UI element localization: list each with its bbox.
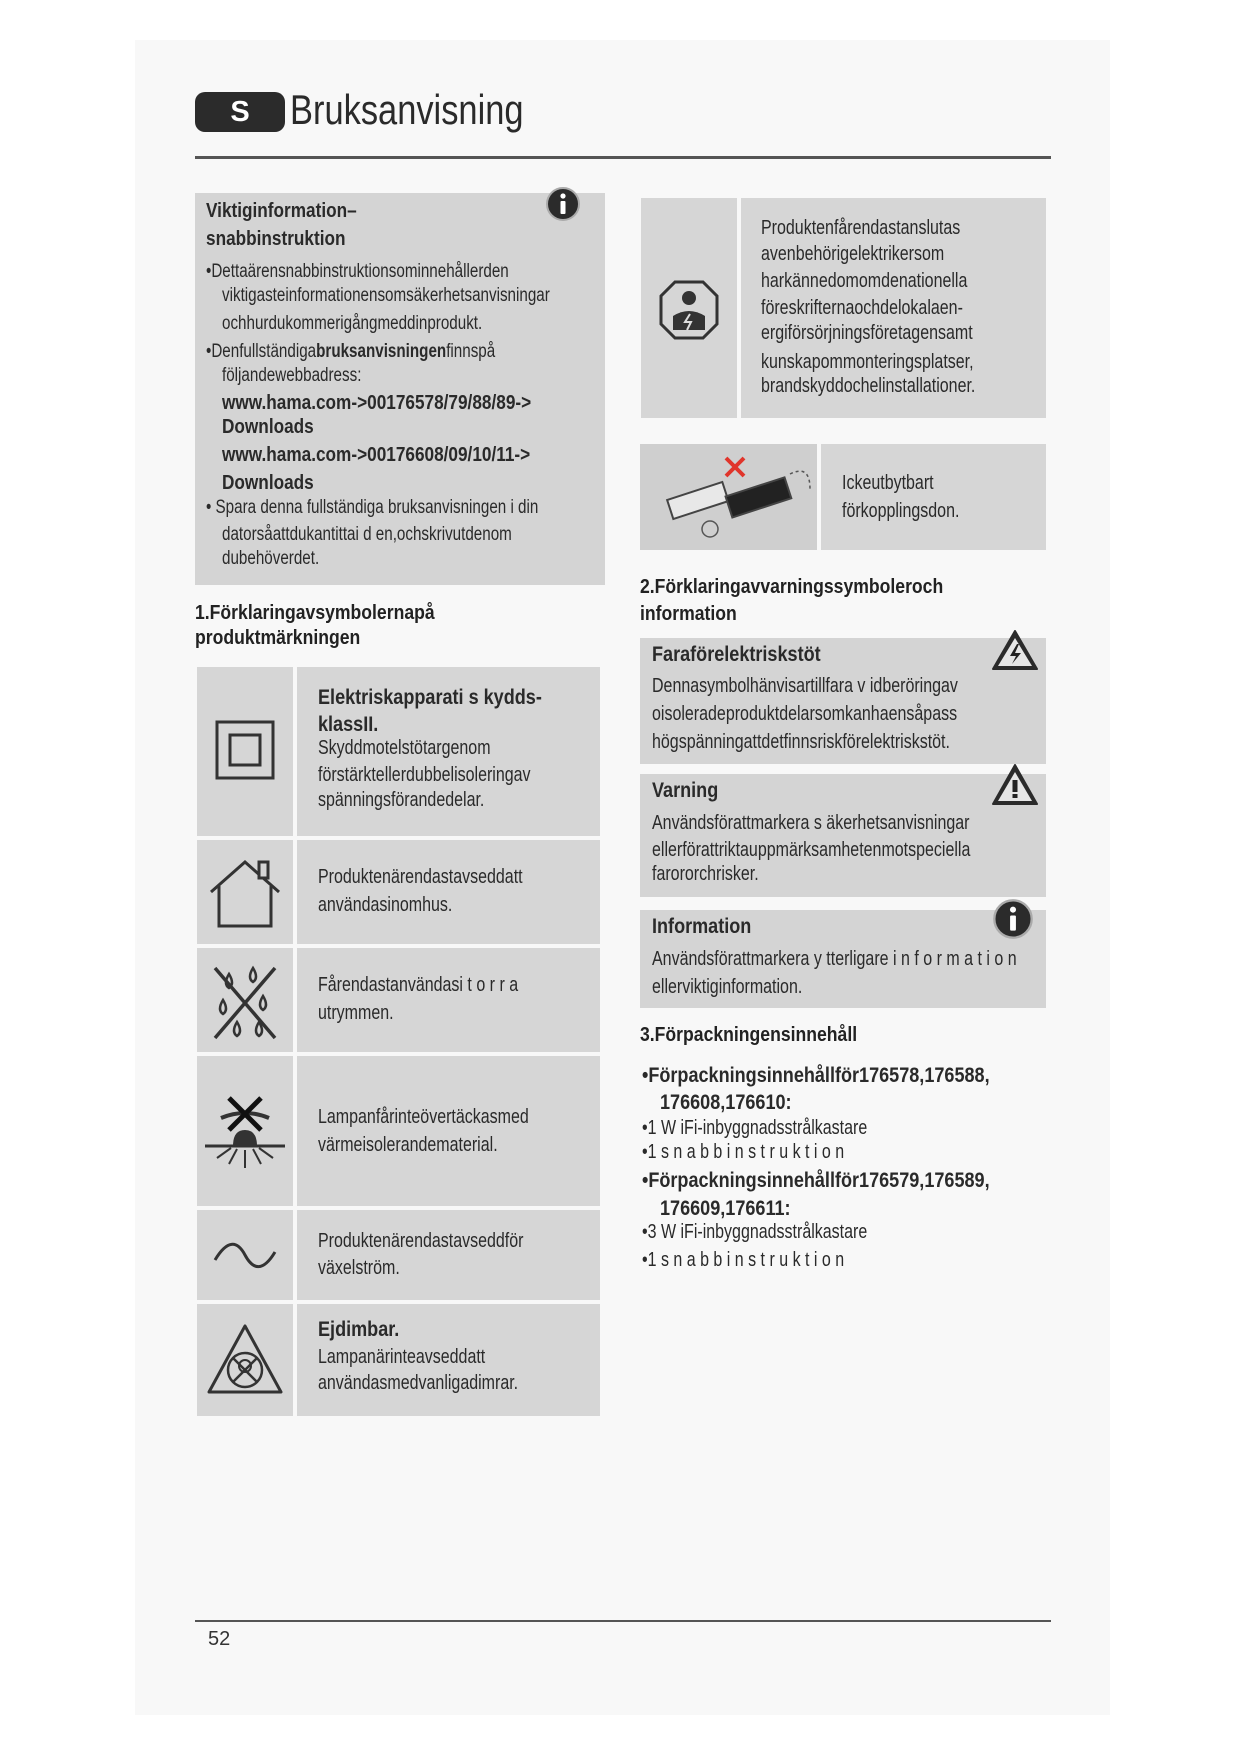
- symbol-cell: [197, 1304, 293, 1416]
- shock-title: Faraförelektriskstöt: [652, 643, 821, 666]
- shock-line-1: Dennasymbolhänvisartillfara v idberöringav: [652, 675, 958, 697]
- info-bullet-3-line-1: • Spara denna fullständiga bruksanvisningen i din: [206, 497, 539, 518]
- electrician-icon: [641, 198, 737, 418]
- row-6-line-1: Lampanärinteavseddatt: [318, 1346, 486, 1368]
- information-line-2: ellerviktiginformation.: [652, 976, 803, 998]
- warning-line-2: ellerförattriktauppmärksamhetenmotspeciella: [652, 839, 971, 861]
- electrician-line-1: Produktenfårendastanslutas: [761, 217, 961, 239]
- symbol-cell: [197, 1210, 293, 1300]
- shock-line-2: oisoleradeproduktdelarsomkanhaensåpass: [652, 703, 958, 725]
- package-item: •3 W iFi-inbyggnadsstrålkastare: [642, 1221, 868, 1243]
- info-bullet-2-line-1: •Denfullständigabruksanvisningenfinnspå: [206, 341, 496, 362]
- info-bullet-3-line-2: datorsåattdukantittai d en,ochskrivutdenom: [222, 524, 512, 545]
- row-1-title: Elektriskapparati s kydds-: [318, 686, 542, 709]
- info-icon: [545, 186, 581, 222]
- package-item: •1 s n a b b i n s t r u k t i o n: [642, 1249, 845, 1271]
- not-dimmable-icon: [197, 1304, 293, 1416]
- shock-line-3: högspänningattdetfinnsriskförelektriskstöt.: [652, 731, 950, 753]
- row-4-line-1: Lampanfårinteövertäckasmed: [318, 1106, 529, 1128]
- row-6-line-2: användasmedvanligadimrar.: [318, 1372, 519, 1394]
- no-water-icon: [197, 948, 293, 1052]
- package-group-2-title: •Förpackningsinnehållför176579,176589,: [642, 1169, 990, 1192]
- download-link-2-label[interactable]: Downloads: [222, 472, 314, 494]
- symbol-cell: [197, 667, 293, 836]
- ac-wave-icon: [197, 1210, 293, 1300]
- package-group-1-title: •Förpackningsinnehållför176578,176588,: [642, 1064, 990, 1087]
- row-1-line-2: förstärktellerdubbelisoleringav: [318, 764, 531, 786]
- page-number: 52: [208, 1628, 231, 1650]
- package-group-2-title-2: 176609,176611:: [660, 1197, 791, 1220]
- download-link-2[interactable]: www.hama.com->00176608/09/10/11->: [222, 444, 531, 466]
- manual-link-text: bruksanvisningen: [316, 341, 447, 362]
- row-1-title-2: klassII.: [318, 713, 379, 736]
- row-5-line-1: Produktenärendastavseddför: [318, 1230, 524, 1252]
- row-2-line-1: Produktenärendastavseddatt: [318, 866, 523, 888]
- warning-line-3: farororchrisker.: [652, 863, 759, 885]
- symbol-description-cell: [821, 444, 1046, 550]
- symbol-cell: [197, 948, 293, 1052]
- electrician-line-4: föreskrifternaochdelokalaen-: [761, 297, 963, 319]
- high-voltage-warning-icon: [990, 628, 1040, 672]
- electrician-line-7: brandskyddochelinstallationer.: [761, 375, 976, 397]
- package-group-1-title-2: 176608,176610:: [660, 1091, 792, 1114]
- info-icon: [992, 898, 1034, 940]
- row-3-line-1: Fårendastanvändasi t o r r a: [318, 974, 519, 996]
- symbol-description-cell: [297, 1210, 600, 1300]
- symbol-description-cell: [297, 1056, 600, 1206]
- info-bullet-3-line-3: dubehöverdet.: [222, 548, 320, 569]
- symbol-cell: [641, 198, 737, 418]
- row-1-line-1: Skyddmotelstötargenom: [318, 737, 491, 759]
- warning-line-1: Användsförattmarkera s äkerhetsanvisningar: [652, 812, 970, 834]
- symbol-cell: [640, 444, 817, 550]
- ballast-line-1: Ickeutbytbart: [842, 472, 934, 494]
- footer-rule: [195, 1620, 1051, 1622]
- information-title: Information: [652, 915, 752, 938]
- row-4-line-2: värmeisolerandematerial.: [318, 1134, 498, 1156]
- info-bullet-1-line-1: •Dettaärensnabbinstruktionsominnehållerden: [206, 261, 509, 282]
- no-cover-icon: [197, 1056, 293, 1206]
- warning-icon: [990, 762, 1040, 808]
- warning-title: Varning: [652, 779, 719, 802]
- electrician-line-2: avenbehörigelektrikersom: [761, 243, 945, 265]
- package-item: •1 s n a b b i n s t r u k t i o n: [642, 1141, 845, 1163]
- electrician-line-3: harkännedomomdenationella: [761, 270, 968, 292]
- header-rule: [195, 156, 1051, 159]
- section-3-heading: 3.Förpackningensinnehåll: [640, 1024, 858, 1046]
- non-replaceable-ballast-icon: [640, 444, 817, 550]
- section-2-heading: 2.Förklaringavvarningssymboleroch: [640, 576, 944, 598]
- symbol-cell: [197, 1056, 293, 1206]
- symbol-cell: [197, 840, 293, 944]
- info-bullet-2-line-2: följandewebbadress:: [222, 365, 362, 386]
- ballast-line-2: förkopplingsdon.: [842, 500, 960, 522]
- symbol-description-cell: [297, 840, 600, 944]
- row-2-line-2: användasinomhus.: [318, 894, 453, 916]
- symbol-description-cell: [297, 948, 600, 1052]
- double-square-icon: [197, 667, 293, 836]
- electrician-line-6: kunskapommonteringsplatser,: [761, 351, 974, 373]
- section-1-heading-2: produktmärkningen: [195, 627, 361, 649]
- download-link-1[interactable]: www.hama.com->00176578/79/88/89->: [222, 392, 532, 414]
- electrician-line-5: ergiförsörjningsföretagensamt: [761, 322, 973, 344]
- section-2-heading-2: information: [640, 603, 737, 625]
- information-line-1: Användsförattmarkera y tterligare i n f o r m a t i o n: [652, 948, 1017, 970]
- info-box-title-1: Viktiginformation–: [206, 200, 357, 222]
- info-bullet-1-line-3: ochhurdukommerigångmeddinprodukt.: [222, 313, 483, 334]
- language-badge: S: [195, 92, 285, 132]
- row-3-line-2: utrymmen.: [318, 1002, 394, 1024]
- info-bullet-1-line-2: viktigasteinformationensomsäkerhetsanvisningar: [222, 285, 550, 306]
- page-title: Bruksanvisning: [290, 86, 524, 133]
- house-icon: [197, 840, 293, 944]
- row-1-line-3: spänningsförandedelar.: [318, 789, 485, 811]
- package-item: •1 W iFi-inbyggnadsstrålkastare: [642, 1117, 868, 1139]
- row-5-line-2: växelström.: [318, 1257, 400, 1279]
- download-link-1-label[interactable]: Downloads: [222, 416, 314, 438]
- info-box-title-2: snabbinstruktion: [206, 228, 346, 250]
- row-6-title: Ejdimbar.: [318, 1318, 400, 1341]
- section-1-heading: 1.Förklaringavsymbolernapå: [195, 602, 435, 624]
